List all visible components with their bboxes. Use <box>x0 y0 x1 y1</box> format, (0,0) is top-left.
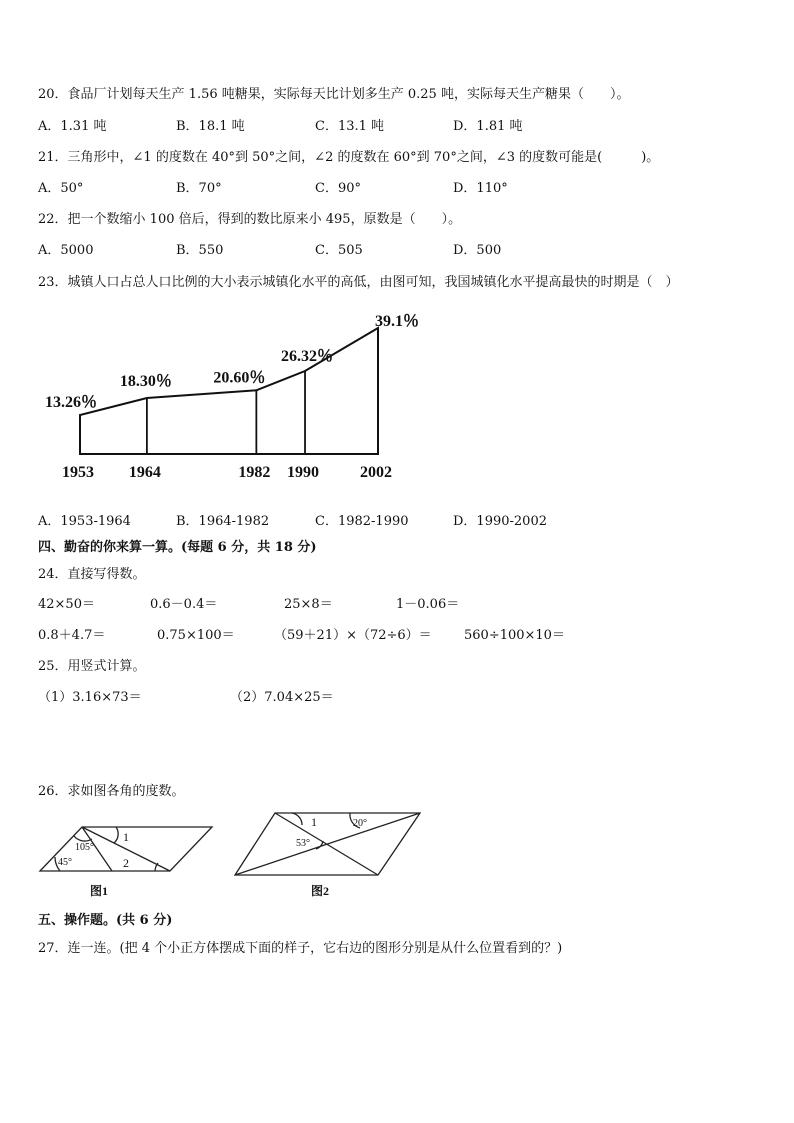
q23-option-c: C．1982-1990 <box>315 514 409 529</box>
q21-option-b: B．70° <box>176 181 222 196</box>
fig2-angle1-label: 1 <box>311 815 317 829</box>
q23-option-d: D．1990-2002 <box>453 514 547 529</box>
q26-stem: 26．求如图各角的度数。 <box>38 784 185 799</box>
chart-value-label: 18.30％ <box>119 373 172 391</box>
q22-option-a: A．5000 <box>38 243 94 258</box>
chart-value-label: 20.60％ <box>213 369 266 387</box>
fig1-angle105-label: 105° <box>75 842 94 853</box>
q24-item: 0.8＋4.7＝ <box>38 628 106 643</box>
chart-x-tick-label: 1982 <box>238 464 271 481</box>
q24-item: 25×8＝ <box>284 597 333 612</box>
q20-stem: 20．食品厂计划每天生产 1.56 吨糖果，实际每天比计划多生产 0.25 吨，实际每天生产糖果（ ）。 <box>38 87 630 102</box>
q25-stem: 25．用竖式计算。 <box>38 659 146 674</box>
q21-option-d: D．110° <box>453 181 508 196</box>
figure-1-parallelogram <box>30 815 220 900</box>
chart-x-tick-label: 1990 <box>287 464 320 481</box>
q21-option-a: A．50° <box>38 181 84 196</box>
q20-option-b: B．18.1 吨 <box>176 119 245 134</box>
chart-x-tick-label: 1953 <box>62 464 94 481</box>
q22-stem: 22．把一个数缩小 100 倍后，得到的数比原来小 495，原数是（ ）。 <box>38 212 462 227</box>
q22-option-c: C．505 <box>315 243 363 258</box>
q24-item: （59＋21）×（72÷6）＝ <box>274 628 432 643</box>
q24-item: 0.75×100＝ <box>157 628 235 643</box>
chart-area-outline <box>80 328 378 454</box>
urbanization-chart <box>0 300 460 490</box>
q24-item: 42×50＝ <box>38 597 95 612</box>
fig2-angle20-label: 20° <box>353 818 367 829</box>
q25-item-2: （2）7.04×25＝ <box>230 690 334 705</box>
q20-option-d: D．1.81 吨 <box>453 119 523 134</box>
q22-option-b: B．550 <box>176 243 224 258</box>
section5-title: 五、操作题。(共 6 分) <box>38 913 173 928</box>
chart-x-tick-label: 1964 <box>128 464 161 481</box>
q25-item-1: （1）3.16×73＝ <box>38 690 142 705</box>
fig1-caption: 图1 <box>90 884 109 898</box>
fig2-angle53-label: 53° <box>296 838 310 849</box>
fig1-angle2-label: 2 <box>123 856 129 870</box>
chart-value-label: 26.32％ <box>281 348 334 366</box>
chart-value-label: 39.1％ <box>375 313 420 330</box>
q23-stem: 23．城镇人口占总人口比例的大小表示城镇化水平的高低，由图可知，我国城镇化水平提高最快的时期是（ ） <box>38 275 679 290</box>
q23-option-b: B．1964-1982 <box>176 514 270 529</box>
q20-option-c: C．13.1 吨 <box>315 119 385 134</box>
chart-x-tick-label: 2002 <box>360 464 392 481</box>
fig1-angle45-label: 45° <box>58 857 72 868</box>
q24-stem: 24．直接写得数。 <box>38 567 146 582</box>
q24-item: 0.6－0.4＝ <box>150 597 218 612</box>
q20-option-a: A．1.31 吨 <box>38 119 107 134</box>
q21-option-c: C．90° <box>315 181 361 196</box>
q22-option-d: D．500 <box>453 243 502 258</box>
q21-stem: 21．三角形中，∠1 的度数在 40°到 50°之间，∠2 的度数在 60°到 70°之间，∠3 的度数可能是( )。 <box>38 150 660 165</box>
q24-item: 560÷100×10＝ <box>464 628 565 643</box>
chart-value-label: 13.26％ <box>45 394 98 411</box>
fig1-angle1-label: 1 <box>123 830 129 844</box>
fig2-caption: 图2 <box>311 884 330 898</box>
q23-option-a: A．1953-1964 <box>38 514 131 529</box>
q27-stem: 27．连一连。(把 4 个小正方体摆成下面的样子，它右边的图形分别是从什么位置看到的？) <box>38 941 563 956</box>
q24-item: 1－0.06＝ <box>396 597 460 612</box>
section4-title: 四、勤奋的你来算一算。(每题 6 分，共 18 分) <box>38 540 317 555</box>
figure-2-parallelogram <box>228 807 428 900</box>
